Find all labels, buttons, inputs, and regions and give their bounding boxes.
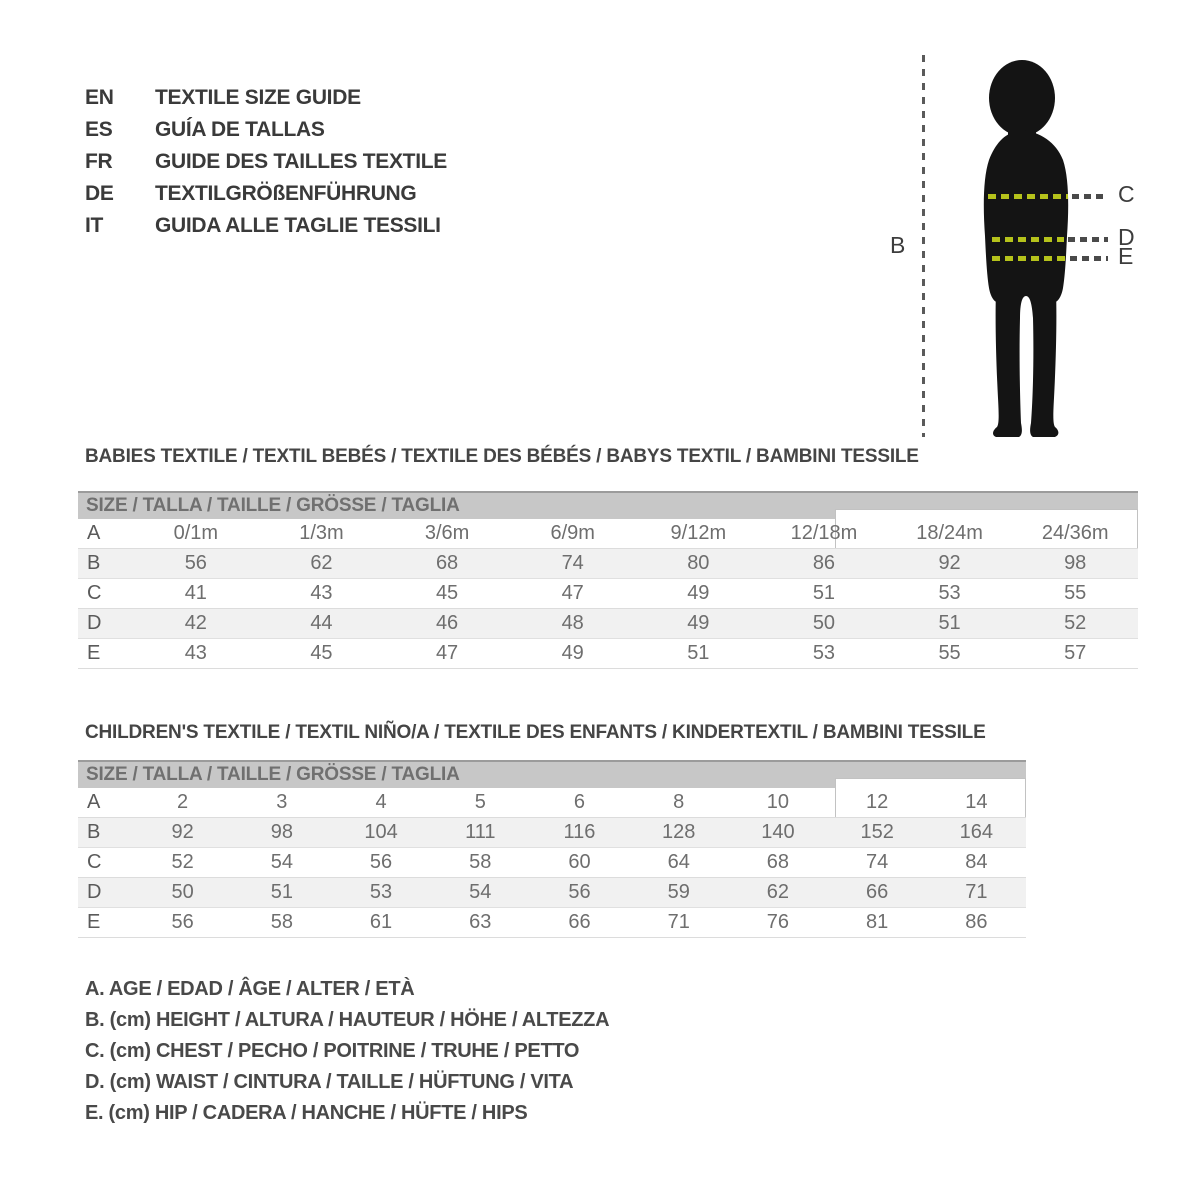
size-cell: 51	[938, 612, 961, 634]
size-cell: 128	[662, 821, 696, 843]
size-cell: 51	[812, 582, 836, 604]
size-cell: 140	[761, 821, 795, 843]
table-body	[78, 519, 1138, 669]
row-label: E	[87, 642, 101, 664]
size-cell: 68	[435, 552, 459, 574]
size-cell: 46	[435, 612, 459, 634]
table-row-c	[78, 579, 1138, 609]
size-cell: 24/36m	[1041, 522, 1109, 544]
size-cell: 84	[965, 851, 988, 873]
size-cell: 47	[561, 582, 584, 604]
language-row-it	[85, 210, 447, 242]
size-cell: 41	[184, 582, 207, 604]
size-cell: 56	[369, 851, 393, 873]
size-cell: 59	[667, 881, 690, 903]
language-row-de	[85, 178, 447, 210]
table-row-e	[78, 639, 1138, 669]
language-row-es	[85, 114, 447, 146]
height-line-label: B	[890, 232, 906, 258]
language-code: ES	[85, 118, 113, 141]
waist-line-body	[992, 237, 1064, 242]
language-label: TEXTILGRÖßENFÜHRUNG	[155, 182, 417, 205]
size-cell: 43	[310, 582, 333, 604]
size-cell: 51	[270, 881, 293, 903]
language-label: GUÍA DE TALLAS	[155, 118, 325, 141]
size-cell: 52	[171, 851, 194, 873]
table-row-c	[78, 848, 1026, 878]
language-code: IT	[85, 214, 104, 237]
size-cell: 44	[310, 612, 333, 634]
size-cell: 1/3m	[299, 522, 344, 544]
size-cell: 92	[938, 552, 961, 574]
size-cell: 104	[364, 821, 398, 843]
children-section-title: CHILDREN'S TEXTILE / TEXTIL NIÑO/A / TEXTILE DES ENFANTS / KINDERTEXTIL / BAMBINI TESSILE	[85, 722, 986, 743]
size-cell: 61	[369, 911, 393, 933]
size-cell: 57	[1064, 642, 1087, 664]
size-cell: 68	[766, 851, 790, 873]
hip-line-extension	[1070, 256, 1108, 261]
language-label: GUIDE DES TAILLES TEXTILE	[155, 150, 447, 173]
table-row-e	[78, 908, 1026, 938]
language-code: DE	[85, 182, 114, 205]
size-cell: 76	[766, 911, 790, 933]
row-label: D	[87, 612, 102, 634]
hip-line-label: E	[1118, 243, 1134, 269]
size-cell: 18/24m	[916, 522, 983, 544]
size-cell: 58	[270, 911, 293, 933]
size-cell: 56	[171, 911, 194, 933]
row-label: E	[87, 911, 101, 933]
size-cell: 111	[465, 821, 496, 843]
size-cell: 62	[310, 552, 333, 574]
size-cell: 58	[469, 851, 492, 873]
size-cell: 86	[965, 911, 988, 933]
babies-size-table	[78, 491, 1138, 669]
size-cell: 43	[184, 642, 207, 664]
size-cell: 8	[673, 791, 685, 813]
table-header: SIZE / TALLA / TAILLE / GRÖSSE / TAGLIA	[78, 491, 1138, 519]
size-cell: 56	[568, 881, 591, 903]
language-label: GUIDA ALLE TAGLIE TESSILI	[155, 214, 441, 237]
size-cell: 63	[469, 911, 492, 933]
size-cell: 48	[561, 612, 584, 634]
row-label: A	[87, 522, 101, 544]
size-cell: 64	[667, 851, 690, 873]
chest-line-extension	[1072, 194, 1108, 199]
size-cell: 6	[573, 791, 586, 813]
row-label: B	[87, 552, 101, 574]
size-cell: 12/18m	[790, 522, 858, 544]
table-row-a	[78, 788, 1026, 818]
table-row-d	[78, 609, 1138, 639]
size-cell: 52	[1064, 612, 1087, 634]
language-code: EN	[85, 86, 114, 109]
size-cell: 55	[938, 642, 961, 664]
size-cell: 49	[687, 582, 710, 604]
size-cell: 54	[469, 881, 492, 903]
language-row-fr	[85, 146, 447, 178]
size-cell: 66	[866, 881, 889, 903]
language-row-en	[85, 82, 447, 114]
legend-item: E. (cm) HIP / CADERA / HANCHE / HÜFTE / HIPS	[85, 1102, 528, 1124]
size-cell: 92	[171, 821, 194, 843]
size-cell: 45	[310, 642, 333, 664]
size-cell: 53	[369, 881, 393, 903]
children-size-table	[78, 760, 1026, 938]
size-cell: 49	[687, 612, 710, 634]
size-cell: 2	[177, 791, 189, 813]
row-label: C	[87, 851, 102, 873]
size-cell: 98	[1064, 552, 1087, 574]
size-cell: 55	[1064, 582, 1087, 604]
size-cell: 10	[766, 791, 790, 813]
size-cell: 53	[812, 642, 836, 664]
waist-line-extension	[1068, 237, 1108, 242]
legend-item: A. AGE / EDAD / ÂGE / ALTER / ETÀ	[85, 978, 415, 1000]
size-cell: 42	[184, 612, 207, 634]
measurement-diagram	[860, 40, 1200, 460]
height-dashed-line	[922, 55, 925, 437]
babies-section-title: BABIES TEXTILE / TEXTIL BEBÉS / TEXTILE DES BÉBÉS / BABYS TEXTIL / BAMBINI TESSILE	[85, 446, 919, 467]
table-row-b	[78, 818, 1026, 848]
size-cell: 50	[812, 612, 836, 634]
size-cell: 45	[435, 582, 459, 604]
size-cell: 86	[812, 552, 836, 574]
legend-item: C. (cm) CHEST / PECHO / POITRINE / TRUHE / PETTO	[85, 1040, 580, 1062]
size-cell: 47	[435, 642, 459, 664]
size-cell: 3	[276, 791, 288, 813]
size-cell: 81	[866, 911, 889, 933]
size-cell: 71	[965, 881, 988, 903]
size-cell: 56	[184, 552, 207, 574]
size-cell: 49	[561, 642, 584, 664]
size-cell: 80	[687, 552, 710, 574]
legend-item: B. (cm) HEIGHT / ALTURA / HAUTEUR / HÖHE / ALTEZZA	[85, 1009, 610, 1031]
size-cell: 50	[171, 881, 194, 903]
row-label: B	[87, 821, 101, 843]
size-cell: 66	[568, 911, 591, 933]
language-code: FR	[85, 150, 113, 173]
size-cell: 6/9m	[550, 522, 595, 544]
size-cell: 74	[866, 851, 889, 873]
hip-line-body	[992, 256, 1068, 261]
row-label: A	[87, 791, 101, 813]
waist-line-label: D	[1118, 224, 1135, 250]
measurement-legend	[85, 974, 609, 1129]
chest-line-body	[988, 194, 1068, 199]
size-cell: 164	[959, 821, 994, 843]
size-cell: 9/12m	[670, 522, 727, 544]
size-cell: 71	[667, 911, 690, 933]
chest-line-label: C	[1118, 181, 1135, 207]
size-cell: 62	[766, 881, 790, 903]
size-cell: 51	[687, 642, 710, 664]
size-cell: 53	[938, 582, 961, 604]
row-label: C	[87, 582, 102, 604]
table-row-d	[78, 878, 1026, 908]
size-cell: 60	[568, 851, 591, 873]
size-cell: 116	[563, 821, 596, 843]
language-list	[85, 82, 447, 242]
size-cell: 12	[866, 791, 889, 813]
row-label: D	[87, 881, 102, 903]
size-cell: 5	[474, 791, 486, 813]
legend-item: D. (cm) WAIST / CINTURA / TAILLE / HÜFTUNG / VITA	[85, 1071, 574, 1093]
size-cell: 74	[561, 552, 584, 574]
table-body	[78, 788, 1026, 938]
size-cell: 0/1m	[173, 522, 219, 544]
language-label: TEXTILE SIZE GUIDE	[155, 86, 361, 109]
size-cell: 98	[270, 821, 293, 843]
table-header: SIZE / TALLA / TAILLE / GRÖSSE / TAGLIA	[78, 760, 1026, 788]
size-cell: 14	[965, 791, 988, 813]
size-cell: 4	[375, 791, 387, 813]
table-row-b	[78, 549, 1138, 579]
child-silhouette	[970, 58, 1082, 440]
size-cell: 54	[270, 851, 293, 873]
table-row-a	[78, 519, 1138, 549]
size-cell: 152	[860, 821, 894, 843]
size-cell: 3/6m	[424, 522, 470, 544]
